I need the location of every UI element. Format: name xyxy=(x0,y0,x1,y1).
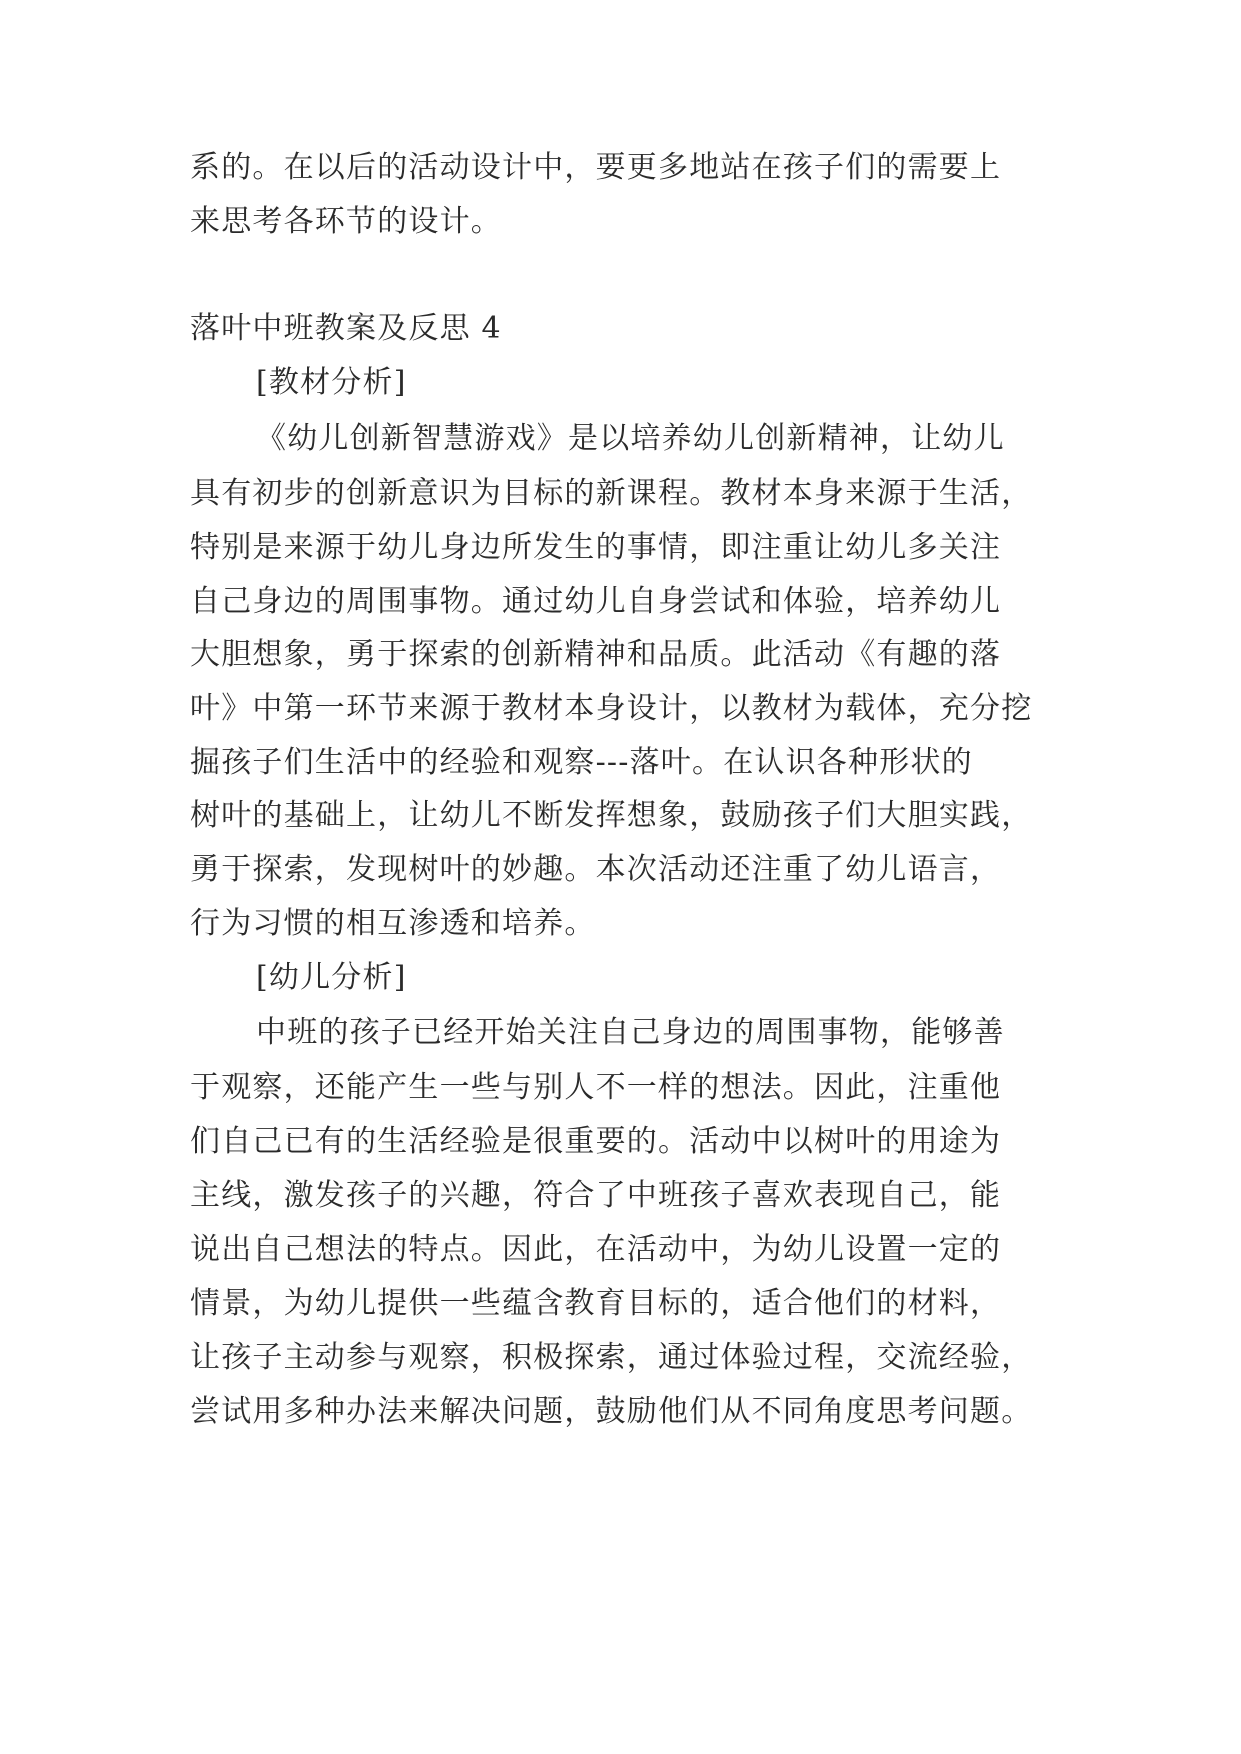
paragraph-line: 于观察，还能产生一些与别人不一样的想法。因此，注重他 xyxy=(190,1070,1002,1105)
paragraph-line: 尝试用多种办法来解决问题，鼓励他们从不同角度思考问题。 xyxy=(190,1394,1033,1429)
paragraph-line: 行为习惯的相互渗透和培养。 xyxy=(190,906,596,941)
paragraph-line: 《幼儿创新智慧游戏》是以培养幼儿创新精神，让幼儿 xyxy=(256,421,1005,456)
paragraph-line: 中班的孩子已经开始关注自己身边的周围事物，能够善 xyxy=(256,1015,1005,1050)
materials-heading: [教材分析] xyxy=(256,365,407,400)
paragraph-line: 树叶的基础上，让幼儿不断发挥想象，鼓励孩子们大胆实践， xyxy=(190,798,1033,833)
paragraph-line: 勇于探索，发现树叶的妙趣。本次活动还注重了幼儿语言， xyxy=(190,852,1002,887)
paragraph-line: 叶》中第一环节来源于教材本身设计，以教材为载体，充分挖 xyxy=(190,691,1033,726)
paragraph-line: 让孩子主动参与观察，积极探索，通过体验过程，交流经验， xyxy=(190,1340,1033,1375)
paragraph-line: 具有初步的创新意识为目标的新课程。教材本身来源于生活， xyxy=(190,476,1033,511)
paragraph-line: 情景，为幼儿提供一些蕴含教育目标的，适合他们的材料， xyxy=(190,1286,1002,1321)
paragraph-line: 掘孩子们生活中的经验和观察---落叶。在认识各种形状的 xyxy=(190,745,973,780)
paragraph-line: 特别是来源于幼儿身边所发生的事情，即注重让幼儿多关注 xyxy=(190,530,1002,565)
paragraph-line: 说出自己想法的特点。因此，在活动中，为幼儿设置一定的 xyxy=(190,1232,1002,1267)
paragraph-line: 系的。在以后的活动设计中，要更多地站在孩子们的需要上 xyxy=(190,150,1002,185)
children-heading: [幼儿分析] xyxy=(256,960,407,995)
paragraph-line: 大胆想象，勇于探索的创新精神和品质。此活动《有趣的落 xyxy=(190,637,1002,672)
paragraph-line: 来思考各环节的设计。 xyxy=(190,204,502,239)
paragraph-line: 自己身边的周围事物。通过幼儿自身尝试和体验，培养幼儿 xyxy=(190,584,1002,619)
paragraph-line: 主线，激发孩子的兴趣，符合了中班孩子喜欢表现自己，能 xyxy=(190,1178,1002,1213)
paragraph-line: 们自己已有的生活经验是很重要的。活动中以树叶的用途为 xyxy=(190,1124,1002,1159)
section-title: 落叶中班教案及反思 4 xyxy=(190,311,502,346)
